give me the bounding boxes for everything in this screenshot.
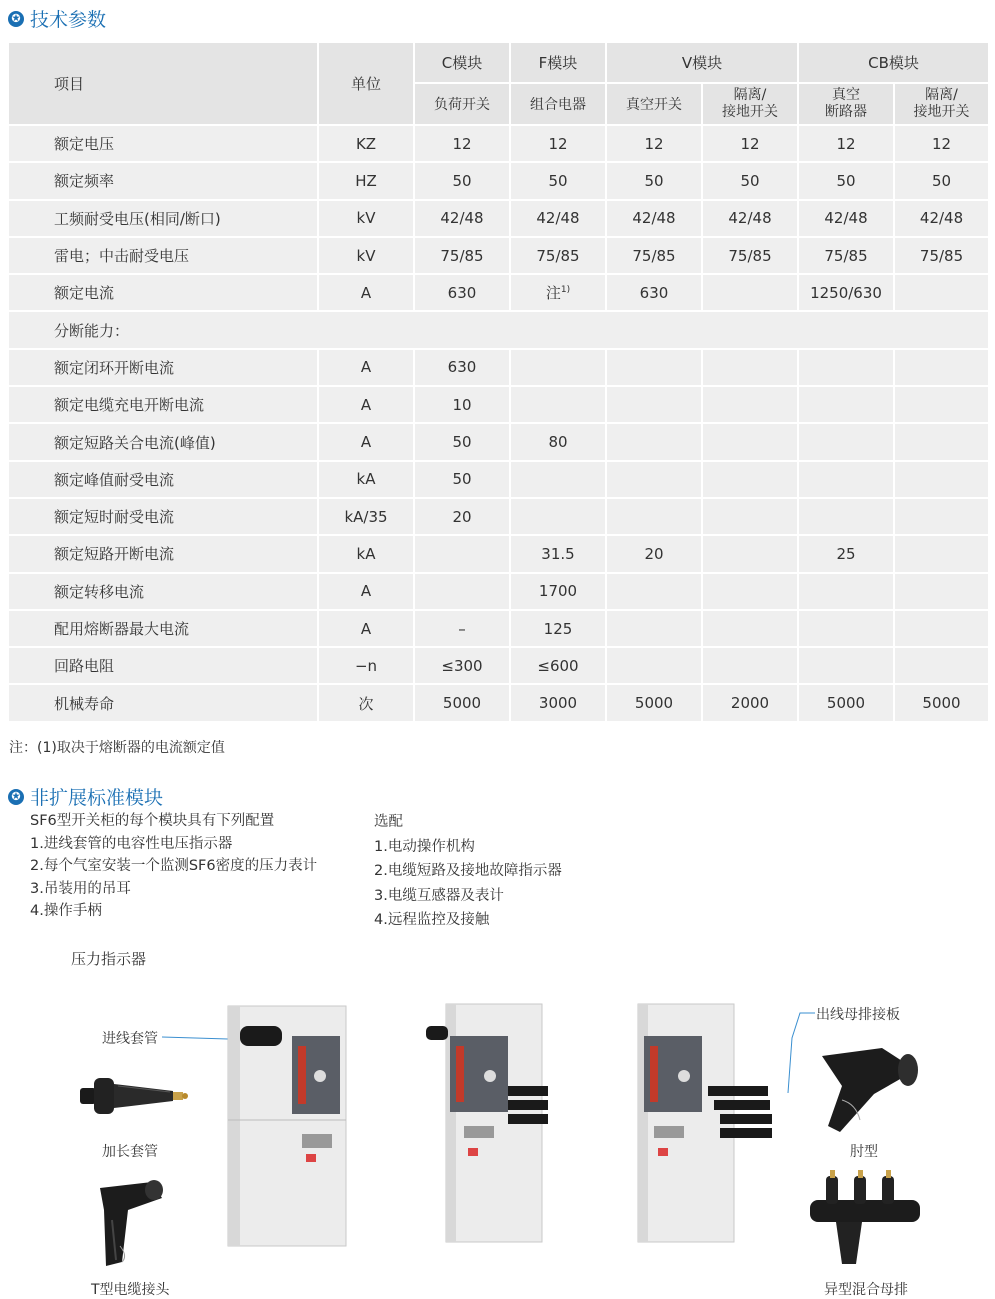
cell-value-text: 5000	[442, 694, 482, 713]
cell-value	[415, 275, 511, 312]
list-item: 1.电动操作机构	[374, 838, 475, 855]
cell-item: 额定短路开断电流	[9, 536, 319, 573]
cell-item: 额定短路关合电流(峰值)	[9, 424, 319, 461]
cell-unit: kA	[319, 536, 415, 573]
label-busbar-plate: 出线母排接板	[816, 1007, 900, 1023]
cell-item: 分断能力：	[9, 312, 990, 349]
cell-unit: A	[319, 424, 415, 461]
list-item: 选配	[374, 814, 403, 830]
cell-value	[511, 387, 607, 424]
label-extended-bushing: 加长套管	[102, 1144, 158, 1160]
cell-unit: kV	[319, 201, 415, 238]
cell-value	[895, 126, 990, 163]
header-sub	[607, 84, 703, 126]
cell-value-text: 2000	[730, 694, 770, 713]
cell-value-text: 12	[644, 134, 664, 153]
section-title-spec	[8, 5, 106, 32]
section-title-text: 非扩展标准模块	[30, 787, 164, 809]
cell-value	[799, 685, 895, 722]
cell-value	[703, 611, 799, 648]
header-sub	[703, 84, 799, 126]
star-icon: ✪	[8, 789, 24, 805]
section-title-text: 技术参数	[30, 9, 107, 31]
cell-value	[895, 462, 990, 499]
cell-item: 额定电压	[9, 126, 319, 163]
cell-value	[415, 611, 511, 648]
cell-value	[415, 424, 511, 461]
cell-value	[799, 163, 895, 200]
cell-value-text: 75/85	[632, 246, 676, 265]
cabinet-image-2	[424, 1000, 554, 1245]
cell-value	[415, 536, 511, 573]
list-item: 2.电缆短路及接地故障指示器	[374, 863, 562, 879]
cell-value	[799, 574, 895, 611]
cell-unit: kA	[319, 462, 415, 499]
cell-value	[415, 387, 511, 424]
label-elbow: 肘型	[850, 1144, 878, 1160]
cell-value	[607, 201, 703, 238]
table-row	[9, 424, 990, 461]
cell-unit: A	[319, 350, 415, 387]
cell-value	[703, 163, 799, 200]
cell-value-text: 12	[548, 134, 568, 153]
cell-value	[703, 424, 799, 461]
cell-value	[511, 424, 607, 461]
cell-value	[895, 163, 990, 200]
cell-value-text: 50	[836, 171, 856, 190]
cell-item: 额定电流	[9, 275, 319, 312]
cell-value	[703, 648, 799, 685]
cell-unit: A	[319, 574, 415, 611]
cell-unit: kV	[319, 238, 415, 275]
label-hybrid-busbar: 异型混合母排	[824, 1282, 908, 1298]
cell-value-text: 12	[740, 134, 760, 153]
header-sub-text: 负荷开关	[434, 96, 490, 113]
cell-value-text: ≤600	[537, 656, 579, 675]
header-sub-text: 隔离/ 接地开关	[722, 87, 778, 120]
cell-item: 额定频率	[9, 163, 319, 200]
cell-value	[511, 574, 607, 611]
header-group: CB模块	[799, 43, 990, 84]
cell-item: 额定峰值耐受电流	[9, 462, 319, 499]
list-item: SF6型开关柜的每个模块具有下列配置	[30, 813, 275, 829]
cell-value	[895, 499, 990, 536]
cell-value-text: 75/85	[824, 246, 868, 265]
cell-value-text: 5000	[826, 694, 866, 713]
cell-value	[799, 611, 895, 648]
cell-value-text: 42/48	[536, 209, 580, 228]
cell-value	[415, 574, 511, 611]
cell-value-text: 42/48	[919, 209, 964, 228]
table-row	[9, 462, 990, 499]
cell-value	[895, 574, 990, 611]
cell-item: 额定短时耐受电流	[9, 499, 319, 536]
hybrid-busbar-image	[806, 1170, 926, 1270]
cell-value	[511, 163, 607, 200]
cell-value-text: 42/48	[728, 209, 772, 228]
cell-unit: −n	[319, 648, 415, 685]
cell-value	[799, 387, 895, 424]
table-section-row	[9, 312, 990, 349]
cell-value-text: 12	[836, 134, 856, 153]
cell-value-text: 630	[447, 358, 477, 377]
header-sub	[415, 84, 511, 126]
table-row	[9, 574, 990, 611]
footnote-marker: 1)	[560, 285, 571, 296]
cell-value-text: ≤300	[441, 656, 483, 675]
cell-value-text: 5000	[634, 694, 674, 713]
list-item: 3.电缆互感器及表计	[374, 887, 504, 904]
cell-value	[703, 536, 799, 573]
spec-table	[9, 43, 990, 723]
cell-value	[799, 275, 895, 312]
cell-value	[703, 238, 799, 275]
cell-value-text: 注	[545, 284, 561, 303]
table-row	[9, 126, 990, 163]
cell-value	[511, 275, 607, 312]
cell-value	[799, 424, 895, 461]
cell-value-text: 20	[644, 544, 664, 563]
extended-bushing-image	[78, 1074, 190, 1118]
cell-item: 机械寿命	[9, 685, 319, 722]
cell-value-text: 20	[452, 507, 472, 526]
list-item: 4.操作手柄	[30, 903, 102, 920]
cell-value	[799, 350, 895, 387]
cell-value-text: 1700	[538, 582, 578, 601]
section-title-standard	[8, 783, 163, 810]
header-sub	[895, 84, 990, 126]
list-item: 2.每个气室安装一个监测SF6密度的压力表计	[30, 858, 318, 875]
cell-value	[703, 387, 799, 424]
cell-value-text: 50	[740, 171, 760, 190]
cell-value-text: 42/48	[824, 209, 868, 228]
cell-value	[799, 238, 895, 275]
cell-value	[703, 685, 799, 722]
cell-value-text: 50	[452, 433, 472, 452]
cabinet-image-3	[634, 1000, 784, 1245]
cell-value	[607, 574, 703, 611]
cell-value-text: 80	[548, 433, 568, 452]
cell-value	[703, 574, 799, 611]
table-row	[9, 499, 990, 536]
cell-value	[703, 499, 799, 536]
cell-value	[799, 499, 895, 536]
cell-value	[511, 462, 607, 499]
cell-value	[607, 387, 703, 424]
header-sub	[799, 84, 895, 126]
cell-value	[607, 536, 703, 573]
label-pressure-indicator: 压力指示器	[71, 950, 147, 968]
cell-value-text: 630	[639, 283, 669, 302]
cell-value	[415, 499, 511, 536]
cell-value-text: 50	[931, 171, 952, 190]
cell-value	[799, 462, 895, 499]
cell-value	[511, 499, 607, 536]
cell-value	[415, 648, 511, 685]
cell-value-text: 75/85	[728, 246, 772, 265]
cell-value-text: 75/85	[536, 246, 580, 265]
cell-value	[511, 611, 607, 648]
table-row	[9, 238, 990, 275]
cell-item: 工频耐受电压(相同/断口)	[9, 201, 319, 238]
cabinet-image-1	[222, 1004, 350, 1248]
cell-value	[703, 350, 799, 387]
cell-unit: 次	[319, 685, 415, 722]
cell-value	[703, 462, 799, 499]
cell-value-text: 12	[452, 134, 472, 153]
table-row	[9, 387, 990, 424]
cell-value-text: 42/48	[632, 209, 676, 228]
cell-unit: kA/35	[319, 499, 415, 536]
header-sub-text: 真空 断路器	[825, 87, 868, 120]
header-sub	[511, 84, 607, 126]
cell-value	[511, 685, 607, 722]
cell-value-text: 125	[543, 619, 573, 638]
cell-item: 雷电；中击耐受电压	[9, 238, 319, 275]
cell-value	[415, 238, 511, 275]
cell-value-text: 50	[452, 171, 472, 190]
cell-value-text: 31.5	[541, 544, 575, 563]
cell-value	[415, 462, 511, 499]
cell-item: 额定电缆充电开断电流	[9, 387, 319, 424]
cell-value	[799, 648, 895, 685]
cell-value	[415, 685, 511, 722]
cell-value	[415, 126, 511, 163]
table-row	[9, 611, 990, 648]
header-sub-text: 隔离/ 接地开关	[913, 87, 970, 120]
table-row	[9, 163, 990, 200]
cell-value-text: 3000	[538, 694, 578, 713]
cell-value	[799, 536, 895, 573]
cell-value-text: 12	[931, 134, 952, 153]
table-row	[9, 685, 990, 722]
list-item: 3.吊装用的吊耳	[30, 880, 131, 897]
cell-value-text: 10	[452, 395, 472, 414]
cell-value	[607, 424, 703, 461]
cell-value	[895, 648, 990, 685]
cell-value	[415, 163, 511, 200]
cell-value	[703, 126, 799, 163]
cell-value-text: 50	[452, 470, 472, 489]
cell-value	[895, 424, 990, 461]
label-t-connector: T型电缆接头	[91, 1282, 170, 1298]
cell-value-text: 42/48	[440, 209, 484, 228]
cell-unit: HZ	[319, 163, 415, 200]
cell-value	[703, 275, 799, 312]
cell-value	[415, 350, 511, 387]
star-icon: ✪	[8, 11, 24, 27]
cell-value	[607, 499, 703, 536]
cell-value	[895, 201, 990, 238]
cell-value	[895, 685, 990, 722]
cell-value	[703, 201, 799, 238]
t-connector-image	[92, 1180, 172, 1270]
table-row	[9, 201, 990, 238]
list-item: 4.远程监控及接触	[374, 912, 490, 928]
cell-value	[607, 275, 703, 312]
cell-item: 额定转移电流	[9, 574, 319, 611]
cell-value	[607, 163, 703, 200]
header-group: C模块	[415, 43, 511, 84]
cell-value	[511, 201, 607, 238]
cell-value	[895, 536, 990, 573]
header-unit: 单位	[319, 43, 415, 126]
cell-value-text: 75/85	[440, 246, 484, 265]
cell-value-text: 25	[836, 544, 856, 563]
table-row	[9, 275, 990, 312]
cell-item: 额定闭环开断电流	[9, 350, 319, 387]
cell-value	[607, 126, 703, 163]
cell-value-text: 5000	[922, 694, 961, 713]
label-inlet-bushing: 进线套管	[102, 1031, 158, 1047]
header-group: F模块	[511, 43, 607, 84]
cell-value	[511, 648, 607, 685]
elbow-connector-image	[812, 1046, 922, 1138]
optional-config-list	[374, 810, 562, 933]
cell-value	[607, 611, 703, 648]
cell-unit: A	[319, 275, 415, 312]
cell-value-text: 50	[644, 171, 664, 190]
cell-value	[895, 238, 990, 275]
cell-value	[511, 126, 607, 163]
cell-value	[415, 201, 511, 238]
cell-value	[799, 126, 895, 163]
cell-value	[511, 536, 607, 573]
cell-value	[511, 238, 607, 275]
cell-value	[607, 648, 703, 685]
table-row	[9, 536, 990, 573]
table-body	[9, 126, 990, 723]
cell-value	[895, 387, 990, 424]
table-header	[9, 43, 990, 126]
header-group: V模块	[607, 43, 799, 84]
list-item: 1.进线套管的电容性电压指示器	[30, 835, 233, 852]
cell-value	[607, 350, 703, 387]
cell-item: 回路电阻	[9, 648, 319, 685]
cell-unit: KZ	[319, 126, 415, 163]
header-sub-text: 组合电器	[530, 96, 586, 113]
cell-value-text: –	[458, 619, 466, 638]
cell-value	[607, 685, 703, 722]
cell-value	[511, 350, 607, 387]
cell-value-text: 75/85	[919, 246, 964, 265]
cell-unit: A	[319, 611, 415, 648]
header-item: 项目	[9, 43, 319, 126]
cell-value	[895, 611, 990, 648]
cell-value-text: 1250/630	[810, 283, 882, 302]
cell-value	[607, 238, 703, 275]
cell-unit: A	[319, 387, 415, 424]
leader-line	[160, 1030, 230, 1044]
cell-value	[799, 201, 895, 238]
table-note: 注：(1)取决于熔断器的电流额定值	[9, 740, 225, 756]
table-row	[9, 350, 990, 387]
cell-item: 配用熔断器最大电流	[9, 611, 319, 648]
cell-value-text: 630	[447, 283, 477, 302]
table-row	[9, 648, 990, 685]
cell-value	[607, 462, 703, 499]
cell-value	[895, 275, 990, 312]
standard-config-list	[30, 810, 317, 923]
cell-value-text: 50	[548, 171, 568, 190]
header-sub-text: 真空开关	[626, 96, 682, 113]
cell-value	[895, 350, 990, 387]
